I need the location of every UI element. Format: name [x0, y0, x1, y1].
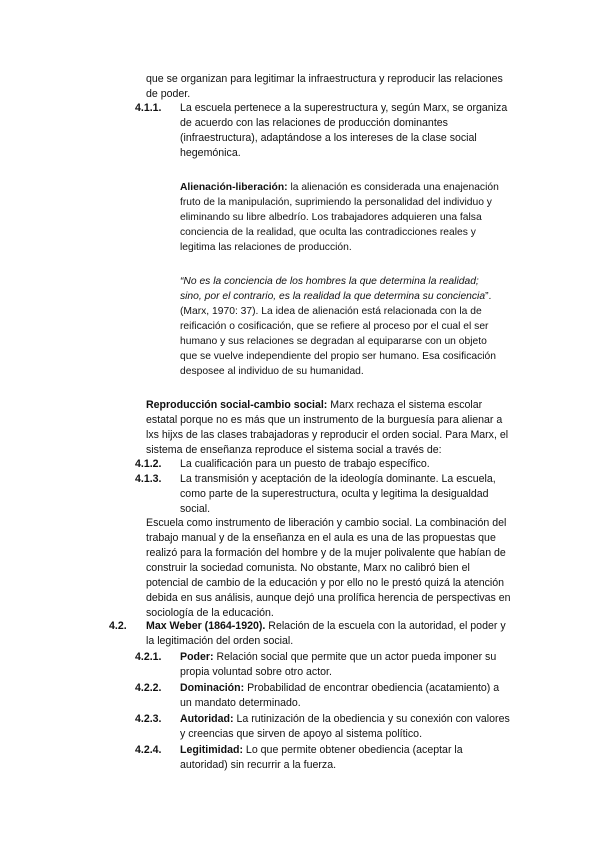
quote-closing: ”. [485, 291, 492, 302]
def-number-4-2-3: 4.2.3. [135, 713, 162, 725]
quote-line-7: desposee al individuo de su humanidad. [180, 366, 364, 377]
def-number-4-2-2: 4.2.2. [135, 682, 162, 694]
intro-line-2: de poder. [146, 88, 191, 100]
escuela-line-7: sociología de la educación. [146, 607, 274, 619]
alienacion-line-5: legitima las relaciones de producción. [180, 242, 352, 253]
def-number-4-2-1: 4.2.1. [135, 651, 162, 663]
item-4-1-2-line-1: La cualificación para un puesto de trabajo específico. [180, 458, 430, 470]
def-poder-rest: Relación social que permite que un actor pueda imponer su [213, 651, 497, 663]
def-legitimidad-term: Legitimidad: [180, 744, 243, 756]
def-autoridad-rest: La rutinización de la obediencia y su conexión con valores [233, 713, 510, 725]
escuela-line-4: construir la sociedad comunista. No obstante, Marx no calibró bien el [146, 562, 470, 574]
quote-line-6: que se vuelve independiente del propio ser humano. Esa cosificación [180, 351, 496, 362]
def-autoridad-line-1 [180, 712, 510, 727]
def-legitimidad-line-2: autoridad) sin recurrir a la fuerza. [180, 759, 337, 771]
escuela-line-3: realizó para la formación del hombre y de la mujer polivalente que habían de [146, 547, 506, 559]
quote-italic-2: sino, por el contrario, es la realidad la que determina su conciencia [180, 291, 486, 302]
def-dominacion-term: Dominación: [180, 682, 245, 694]
def-dominacion-line-2: un mandato determinado. [180, 697, 301, 709]
quote-citation-line: (Marx, 1970: 37). La idea de alienación está relacionada con la de [180, 306, 482, 317]
item-4-1-1-line-1: La escuela pertenece a la superestructura y, según Marx, se organiza [180, 102, 508, 114]
section-number-4-2: 4.2. [109, 620, 127, 632]
def-number-4-2-4: 4.2.4. [135, 744, 162, 756]
def-autoridad-line-2: y creencias que sirven de apoyo al sistema político. [180, 728, 423, 740]
item-4-1-1-line-2: de acuerdo con las relaciones de producción dominantes [180, 117, 448, 129]
item-4-1-3-line-1: La transmisión y aceptación de la ideología dominante. La escuela, [180, 473, 496, 485]
item-4-1-3-line-2: como parte de la superestructura, oculta y legitima la desigualdad [180, 488, 489, 500]
def-dominacion-line-1 [180, 681, 499, 696]
escuela-line-2: trabajo manual y de la enseñanza en el aula es una de las propuestas que [146, 532, 496, 544]
item-number-4-1-1: 4.1.1. [135, 102, 162, 114]
def-legitimidad-line-1 [180, 743, 463, 758]
intro-line-1: que se organizan para legitimar la infraestructura y reproducir las relaciones [146, 73, 503, 85]
alienacion-term: Alienación-liberación: [180, 182, 288, 193]
quote-line-2 [180, 289, 491, 304]
escuela-line-1: Escuela como instrumento de liberación y cambio social. La combinación del [146, 517, 507, 529]
def-legitimidad-rest: Lo que permite obtener obediencia (aceptar la [242, 744, 463, 756]
alienacion-line-4: conciencia de la realidad, que oculta las contradicciones reales y [180, 227, 476, 238]
reproduccion-first-rest: Marx rechaza el sistema escolar [327, 399, 483, 411]
escuela-line-6: debida en sus análisis, aunque dejó una prolífica herencia de perspectivas en [146, 592, 511, 604]
def-dominacion-rest: Probabilidad de encontrar obediencia (acatamiento) a [244, 682, 500, 694]
item-4-1-3-line-3: social. [180, 503, 211, 515]
reproduccion-line-2: estatal porque no es más que un instrumento de la burguesía para alienar a [146, 414, 503, 426]
item-number-4-1-2: 4.1.2. [135, 458, 162, 470]
section-4-2-title-rest: Relación de la escuela con la autoridad, el poder y [265, 620, 506, 632]
quote-line-1 [180, 274, 479, 289]
escuela-line-5: potencial de cambio de la educación y por ello no le prestó quizá la atención [146, 577, 505, 589]
quote-italic-1: “No es la conciencia de los hombres la que determina la realidad; [180, 276, 479, 287]
alienacion-first-rest: la alienación es considerada una enajenación [287, 182, 499, 193]
item-number-4-1-3: 4.1.3. [135, 473, 162, 485]
reproduccion-line-1 [146, 398, 482, 413]
item-4-1-1-line-4: hegemónica. [180, 147, 241, 159]
def-poder-line-1 [180, 650, 496, 665]
alienacion-line-2: fruto de la manipulación, suprimiendo la personalidad del individuo y [180, 197, 492, 208]
item-4-1-1-line-3: (infraestructura), adaptándose a los intereses de la clase social [180, 132, 477, 144]
quote-line-5: humano y sus relaciones se degradan al equipararse con un objeto [180, 336, 487, 347]
reproduccion-line-4: sistema de enseñanza reproduce el sistema social a través de: [146, 444, 442, 456]
section-4-2-title: Max Weber (1864-1920). [146, 620, 266, 632]
alienacion-line-3: eliminando su libre albedrío. Los trabajadores adquieren una falsa [180, 212, 482, 223]
section-4-2-line-1 [146, 619, 506, 634]
section-4-2-line-2: la legitimación del orden social. [146, 635, 294, 647]
alienacion-line-1 [180, 180, 499, 195]
quote-line-4: reificación o cosificación, que se refiere al proceso por el cual el ser [180, 321, 489, 332]
def-autoridad-term: Autoridad: [180, 713, 234, 725]
def-poder-line-2: propia voluntad sobre otro actor. [180, 666, 332, 678]
def-poder-term: Poder: [180, 651, 214, 663]
reproduccion-term: Reproducción social-cambio social: [146, 399, 328, 411]
reproduccion-line-3: lxs hijxs de las clases trabajadoras y reproducir el orden social. Para Marx, el [146, 429, 509, 441]
